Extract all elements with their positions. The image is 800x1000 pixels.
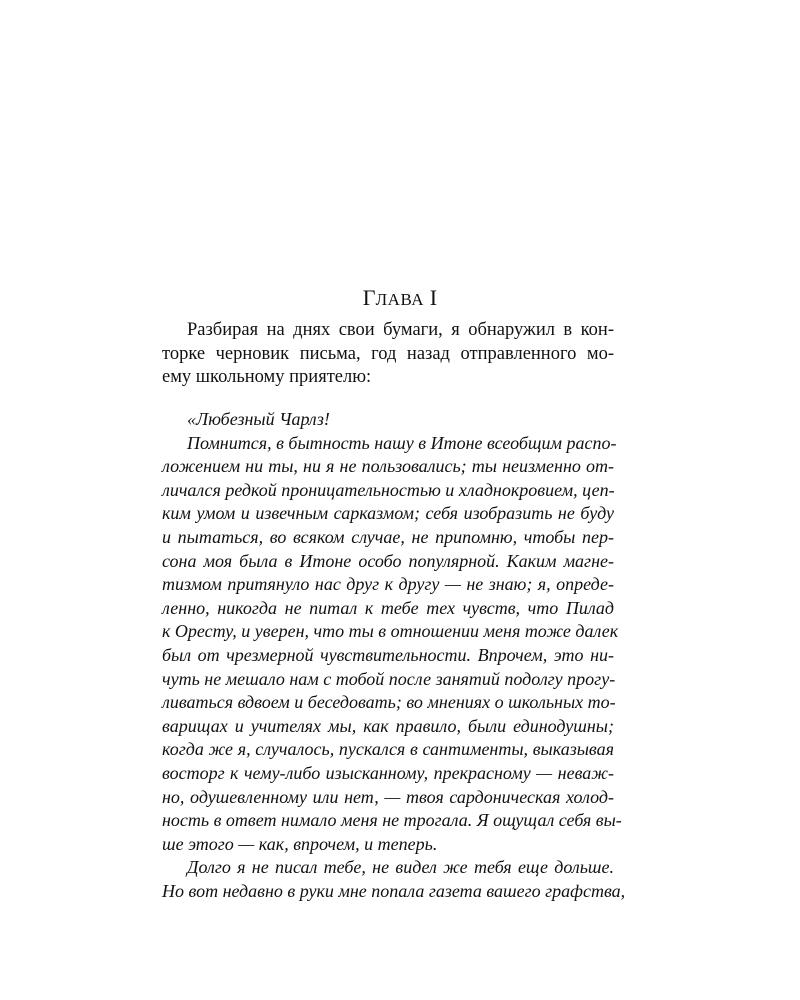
letter-line: личался редкой проницательностью и хладнокровием, цеп- xyxy=(162,479,615,500)
letter-line: ливаться вдвоем и беседовать; во мнениях о школьных то- xyxy=(162,692,616,713)
letter-line: ленно, никогда не питал к тебе тех чувств, что Пилад xyxy=(162,597,614,618)
chapter-title-caps: ЛАВА xyxy=(375,290,425,309)
letter-line: тизмом притянуло нас друг к другу — не знаю; я, опреде- xyxy=(162,574,614,595)
letter-text xyxy=(162,408,626,903)
letter-line: и пытаться, во всяком случае, не припомню, чтобы пер- xyxy=(162,526,614,547)
letter-line: чуть не мешало нам с тобой после занятий подолгу прогу- xyxy=(162,668,616,689)
intro-line: ему школьному приятелю: xyxy=(162,367,372,388)
letter-line: сона моя была в Итоне особо популярной. Каким магне- xyxy=(162,550,614,571)
letter-line: но, одушевленному или нет, — твоя сардоническая холод- xyxy=(162,786,614,807)
letter-line: варищах и учителях мы, как правило, были единодушны; xyxy=(162,715,614,736)
intro-paragraph xyxy=(162,319,614,390)
intro-line: Разбирая на днях свои бумаги, я обнаружил в кон- xyxy=(187,320,614,340)
letter-line: Долго я не писал тебе, не видел же тебя еще дольше. xyxy=(187,857,614,878)
letter-line: Помнится, в бытность нашу в Итоне всеобщим распо- xyxy=(187,432,617,453)
letter-salutation: «Любезный Чарлз! xyxy=(187,409,330,429)
letter-line: ность в ответ нимало меня не трогала. Я ощущал себя вы- xyxy=(162,810,622,831)
chapter-title-prefix: Г xyxy=(362,285,376,310)
letter-line: когда же я, случалось, пускался в сантименты, выказывая xyxy=(162,739,614,760)
letter-line: ше этого — как, впрочем, и теперь. xyxy=(162,833,438,854)
letter-line: к Оресту, и уверен, что ты в отношении меня тоже далек xyxy=(162,621,619,642)
chapter-number: I xyxy=(429,285,438,310)
letter-line: ким умом и извечным сарказмом; себя изобразить не буду xyxy=(162,503,614,524)
intro-line: торке черновик письма, год назад отправленного мо- xyxy=(162,343,614,364)
chapter-title xyxy=(0,284,800,314)
letter-line: восторг к чему-либо изысканному, прекрасному — неваж- xyxy=(162,762,614,783)
letter-line: ложением ни ты, ни я не пользовались; ты неизменно от- xyxy=(162,456,614,477)
letter-line: был от чрезмерной чувствительности. Впрочем, это ни- xyxy=(162,644,614,665)
letter-line: Но вот недавно в руки мне попала газета вашего графства, xyxy=(162,880,626,901)
